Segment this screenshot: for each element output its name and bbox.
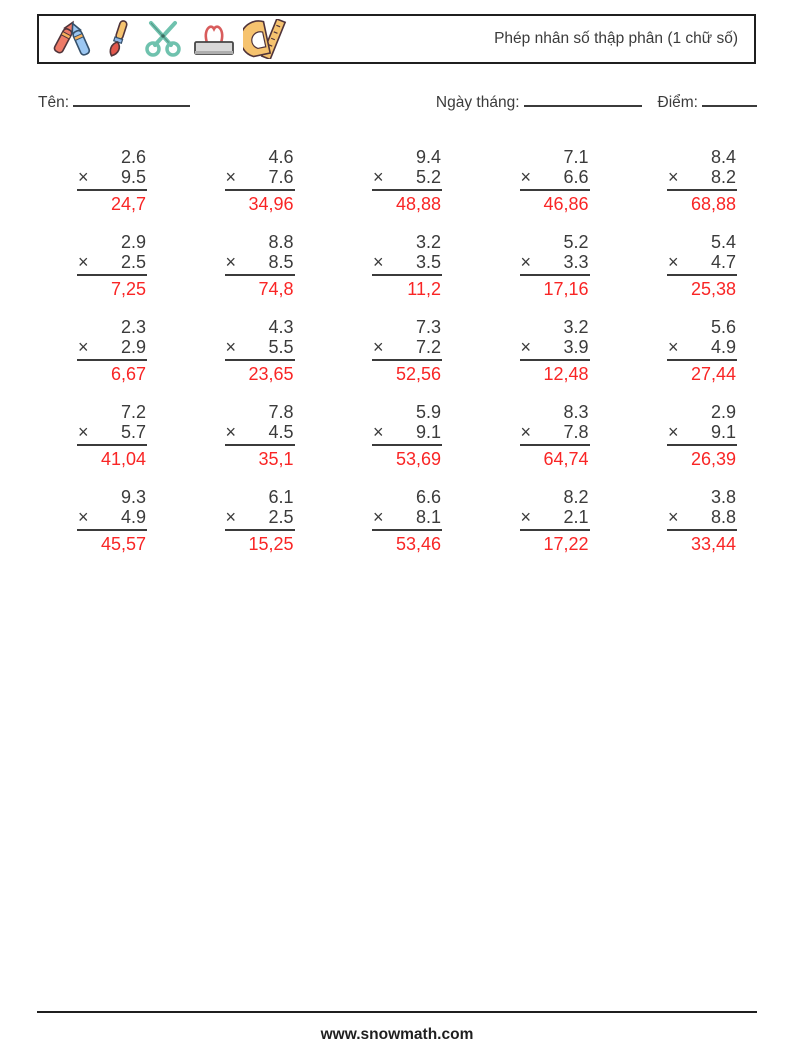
multiply-sign: × [520, 507, 532, 527]
multiplication-problem [77, 402, 147, 469]
multiplier-row [372, 337, 442, 361]
answer: 17,22 [543, 534, 589, 554]
multiply-sign: × [520, 422, 532, 442]
multiplier: 6.6 [563, 167, 589, 187]
multiply-sign: × [668, 507, 679, 527]
multiplication-problem [667, 487, 737, 554]
multiplicand: 8.3 [563, 402, 589, 422]
answer: 35,1 [258, 449, 294, 469]
answer: 48,88 [395, 194, 441, 214]
score-blank [702, 90, 757, 107]
multiplicand: 5.9 [415, 402, 441, 422]
multiplier: 9.5 [120, 167, 146, 187]
multiplier-row [667, 422, 737, 446]
multiplicand: 4.6 [268, 147, 294, 167]
multiply-sign: × [668, 167, 679, 187]
multiplier: 4.9 [120, 507, 146, 527]
multiplier: 8.2 [710, 167, 736, 187]
multiplication-problem [520, 232, 590, 299]
date-label: Ngày tháng: [435, 94, 520, 111]
multiplier: 3.9 [563, 337, 589, 357]
multiplicand: 6.6 [415, 487, 441, 507]
answer: 74,8 [258, 279, 294, 299]
multiplication-problem [372, 487, 442, 554]
answer: 64,74 [543, 449, 589, 469]
multiplier-row [77, 167, 147, 191]
multiplier-row [372, 422, 442, 446]
multiply-sign: × [520, 337, 532, 357]
multiplicand: 3.2 [415, 232, 441, 252]
multiply-sign: × [225, 252, 237, 272]
multiplicand: 5.4 [710, 232, 736, 252]
multiplier: 2.9 [120, 337, 146, 357]
multiplicand: 2.3 [120, 317, 146, 337]
multiplicand: 2.9 [120, 232, 146, 252]
multiply-sign: × [373, 337, 384, 357]
multiplication-problem [77, 317, 147, 384]
scissors-icon [141, 19, 185, 59]
problems-grid [77, 147, 737, 554]
multiplier-row [667, 252, 737, 276]
multiplication-problem [667, 147, 737, 214]
multiplier-row [520, 422, 590, 446]
multiplier-row [667, 337, 737, 361]
multiplier: 8.8 [710, 507, 736, 527]
answer: 15,25 [248, 534, 294, 554]
answer: 34,96 [248, 194, 294, 214]
answer: 6,67 [110, 364, 146, 384]
multiplication-problem [520, 317, 590, 384]
multiplier-row [225, 507, 295, 531]
name-field [38, 90, 190, 112]
multiplicand: 9.4 [415, 147, 441, 167]
header-icons [49, 19, 287, 59]
protractor-icon [243, 19, 287, 59]
multiply-sign: × [520, 167, 532, 187]
header-box [37, 14, 756, 64]
multiply-sign: × [225, 422, 237, 442]
multiplier-row [520, 337, 590, 361]
multiplier: 4.9 [710, 337, 736, 357]
multiplier-row [77, 507, 147, 531]
name-label: Tên: [38, 94, 70, 111]
multiplier: 2.5 [120, 252, 146, 272]
multiplier: 3.5 [415, 252, 441, 272]
multiplicand: 7.1 [563, 147, 589, 167]
score-field [658, 90, 757, 112]
answer: 12,48 [543, 364, 589, 384]
multiplicand: 8.8 [268, 232, 294, 252]
answer: 68,88 [690, 194, 736, 214]
answer: 52,56 [395, 364, 441, 384]
multiplier: 9.1 [710, 422, 736, 442]
multiplication-problem [225, 402, 295, 469]
multiply-sign: × [78, 337, 89, 357]
answer: 26,39 [690, 449, 736, 469]
multiply-sign: × [225, 167, 237, 187]
fields-row [38, 90, 757, 112]
multiplication-problem [225, 317, 295, 384]
multiplier: 2.5 [268, 507, 294, 527]
paintbrush-icon [100, 19, 136, 59]
multiply-sign: × [225, 337, 237, 357]
multiplication-problem [372, 232, 442, 299]
multiplier-row [520, 167, 590, 191]
multiplicand: 7.8 [268, 402, 294, 422]
multiplicand: 8.4 [710, 147, 736, 167]
multiplier-row [372, 252, 442, 276]
multiplier: 5.7 [120, 422, 146, 442]
multiplier: 4.7 [710, 252, 736, 272]
answer: 24,7 [110, 194, 146, 214]
multiplier: 7.6 [268, 167, 294, 187]
multiplier-row [225, 167, 295, 191]
multiplier-row [225, 422, 295, 446]
right-fields [436, 90, 757, 112]
multiplication-problem [667, 402, 737, 469]
answer: 53,69 [395, 449, 441, 469]
multiplier-row [77, 337, 147, 361]
answer: 11,2 [407, 279, 441, 299]
multiplier: 8.5 [268, 252, 294, 272]
multiply-sign: × [373, 252, 384, 272]
multiply-sign: × [668, 252, 679, 272]
multiplier: 5.2 [415, 167, 441, 187]
footer-divider [37, 1011, 757, 1013]
multiplicand: 5.6 [710, 317, 736, 337]
multiplicand: 4.3 [268, 317, 294, 337]
multiplicand: 3.2 [563, 317, 589, 337]
answer: 17,16 [543, 279, 589, 299]
multiplier: 8.1 [415, 507, 441, 527]
multiplier-row [77, 422, 147, 446]
multiplicand: 3.8 [710, 487, 736, 507]
multiplicand: 7.3 [415, 317, 441, 337]
multiply-sign: × [373, 507, 384, 527]
multiply-sign: × [225, 507, 237, 527]
answer: 41,04 [100, 449, 146, 469]
multiplier: 3.3 [563, 252, 589, 272]
multiply-sign: × [78, 252, 89, 272]
answer: 7,25 [110, 279, 146, 299]
multiplication-problem [520, 147, 590, 214]
name-blank [73, 90, 190, 107]
answer: 33,44 [690, 534, 736, 554]
multiplication-problem [667, 317, 737, 384]
multiplier-row [667, 167, 737, 191]
multiplier: 2.1 [563, 507, 589, 527]
multiplication-problem [372, 147, 442, 214]
multiplication-problem [225, 487, 295, 554]
multiplier-row [667, 507, 737, 531]
multiplier-row [225, 337, 295, 361]
answer: 23,65 [248, 364, 294, 384]
multiply-sign: × [520, 252, 532, 272]
footer-site: www.snowmath.com [320, 1026, 474, 1043]
multiplicand: 8.2 [563, 487, 589, 507]
multiply-sign: × [78, 507, 89, 527]
multiply-sign: × [373, 422, 384, 442]
multiplication-problem [77, 487, 147, 554]
multiplication-problem [520, 402, 590, 469]
multiplication-problem [225, 232, 295, 299]
multiplicand: 2.9 [710, 402, 736, 422]
multiplier-row [520, 507, 590, 531]
multiply-sign: × [668, 337, 679, 357]
answer: 53,46 [395, 534, 441, 554]
answer: 46,86 [543, 194, 589, 214]
score-label: Điểm: [657, 94, 698, 111]
answer: 45,57 [100, 534, 146, 554]
multiplier: 9.1 [415, 422, 441, 442]
binder-clip-icon [190, 19, 238, 59]
date-blank [524, 90, 642, 107]
multiplier-row [225, 252, 295, 276]
multiply-sign: × [668, 422, 679, 442]
multiplication-problem [225, 147, 295, 214]
multiply-sign: × [78, 422, 89, 442]
crayons-icon [49, 19, 95, 59]
multiply-sign: × [373, 167, 384, 187]
multiplicand: 2.6 [120, 147, 146, 167]
multiplication-problem [520, 487, 590, 554]
answer: 25,38 [690, 279, 736, 299]
multiplication-problem [372, 402, 442, 469]
multiplier: 4.5 [268, 422, 294, 442]
multiplicand: 5.2 [563, 232, 589, 252]
multiplier-row [77, 252, 147, 276]
multiplicand: 7.2 [120, 402, 146, 422]
multiply-sign: × [78, 167, 89, 187]
multiplier-row [372, 507, 442, 531]
multiplicand: 6.1 [268, 487, 294, 507]
page-title: Phép nhân số thập phân (1 chữ số) [494, 30, 738, 47]
multiplication-problem [77, 147, 147, 214]
multiplier: 7.8 [563, 422, 589, 442]
multiplication-problem [372, 317, 442, 384]
multiplication-problem [77, 232, 147, 299]
multiplication-problem [667, 232, 737, 299]
multiplicand: 9.3 [120, 487, 146, 507]
multiplier: 7.2 [415, 337, 441, 357]
multiplier-row [520, 252, 590, 276]
multiplier-row [372, 167, 442, 191]
answer: 27,44 [690, 364, 736, 384]
multiplier: 5.5 [268, 337, 294, 357]
date-field [436, 90, 642, 112]
